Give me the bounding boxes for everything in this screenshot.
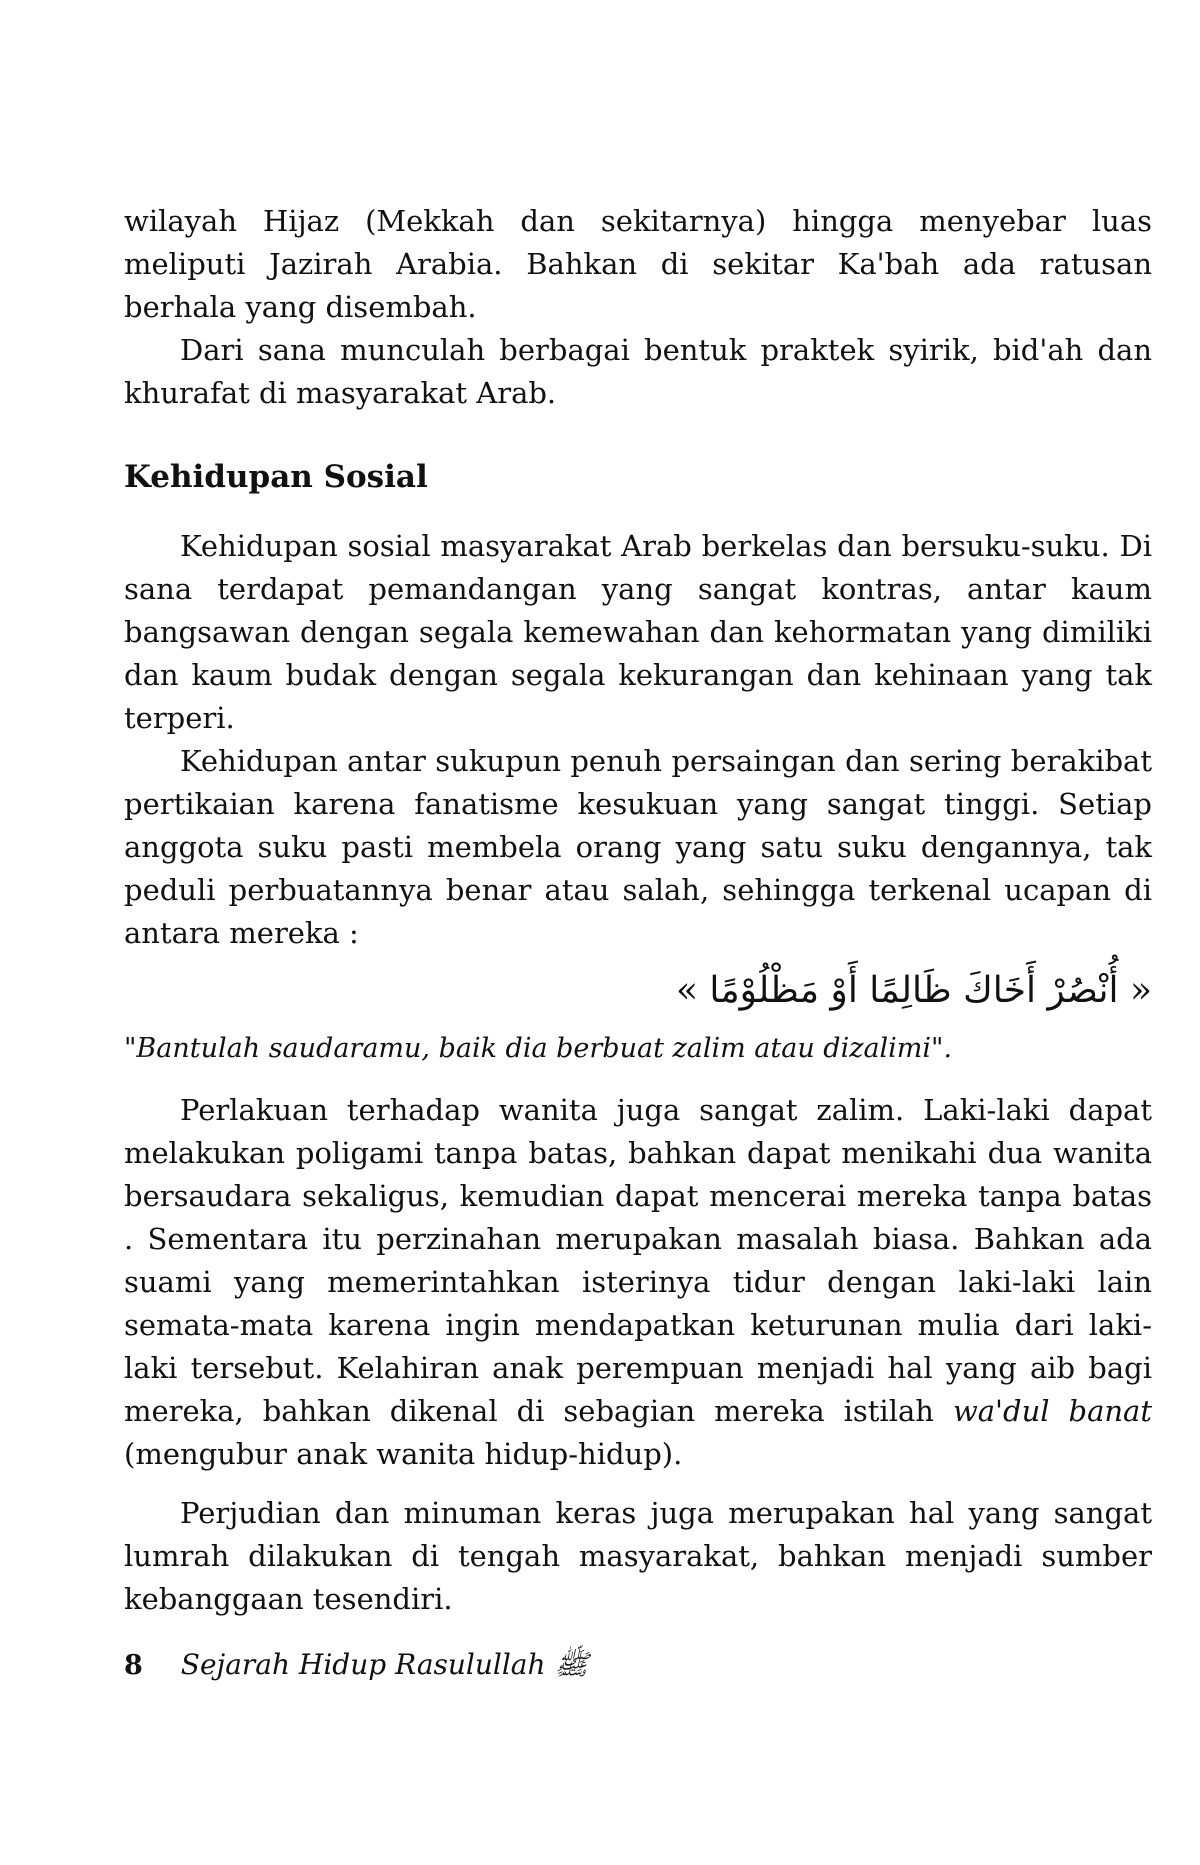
quote-translation: "Bantulah saudaramu, baik dia berbuat zalim atau dizalimi". <box>124 1033 953 1064</box>
page-number: 8 <box>124 1650 143 1681</box>
paragraph-women <box>124 1089 1152 1476</box>
book-page <box>124 200 1152 1621</box>
paragraph-women-end: (mengubur anak wanita hidup-hidup). <box>124 1437 683 1471</box>
paragraph-social-classes: Kehidupan sosial masyarakat Arab berkelas dan bersuku-suku. Di sana terdapat pemandangan yang sangat kontras, antar kaum bangsawan dengan segala kemewahan dan kehormatan yang dimiliki dan kaum budak dengan segala kekurangan dan kehinaan yang tak terperi. <box>124 529 1152 735</box>
paragraph-syirik: Dari sana munculah berbagai bentuk praktek syirik, bid'ah dan khurafat di masyarakat Arab. <box>124 333 1152 410</box>
section-heading: Kehidupan Sosial <box>124 459 428 495</box>
paragraph-continued: wilayah Hijaz (Mekkah dan sekitarnya) hingga menyebar luas meliputi Jazirah Arabia. Bahkan di sekitar Ka'bah ada ratusan berhala yang disembah. <box>124 204 1152 324</box>
arabic-quote: « أُنْصُرْ أَخَاكَ ظَالِمًا أَوْ مَظْلُوْمًا » <box>675 970 1152 1011</box>
paragraph-gambling: Perjudian dan minuman keras juga merupakan hal yang sangat lumrah dilakukan di tengah masyarakat, bahkan menjadi sumber kebanggaan tesendiri. <box>124 1496 1152 1616</box>
paragraph-tribal-rivalry: Kehidupan antar sukupun penuh persaingan dan sering berakibat pertikaian karena fanatisme kesukuan yang sangat tinggi. Setiap anggota suku pasti membela orang yang satu suku dengannya, tak peduli perbuatannya benar atau salah, sehingga terkenal ucapan di antara mereka : <box>124 744 1152 950</box>
term-waddul-banat: wa'dul banat <box>952 1394 1152 1428</box>
page-footer <box>124 1648 588 1688</box>
running-title: Sejarah Hidup Rasulullah ﷺ <box>180 1648 589 1681</box>
paragraph-women-text: Perlakuan terhadap wanita juga sangat zalim. Laki-laki dapat melakukan poligami tanpa batas, bahkan dapat menikahi dua wanita bersaudara sekaligus, kemudian dapat mencerai mereka tanpa batas . Sementara itu perzinahan merupakan masalah biasa. Bahkan ada suami yang memerintahkan isterinya tidur dengan laki-laki lain semata-mata karena ingin mendapatkan keturunan mulia dari laki-laki tersebut. Kelahiran anak perempuan menjadi hal yang aib bagi mereka, bahkan dikenal di sebagian mereka istilah <box>124 1093 1152 1428</box>
